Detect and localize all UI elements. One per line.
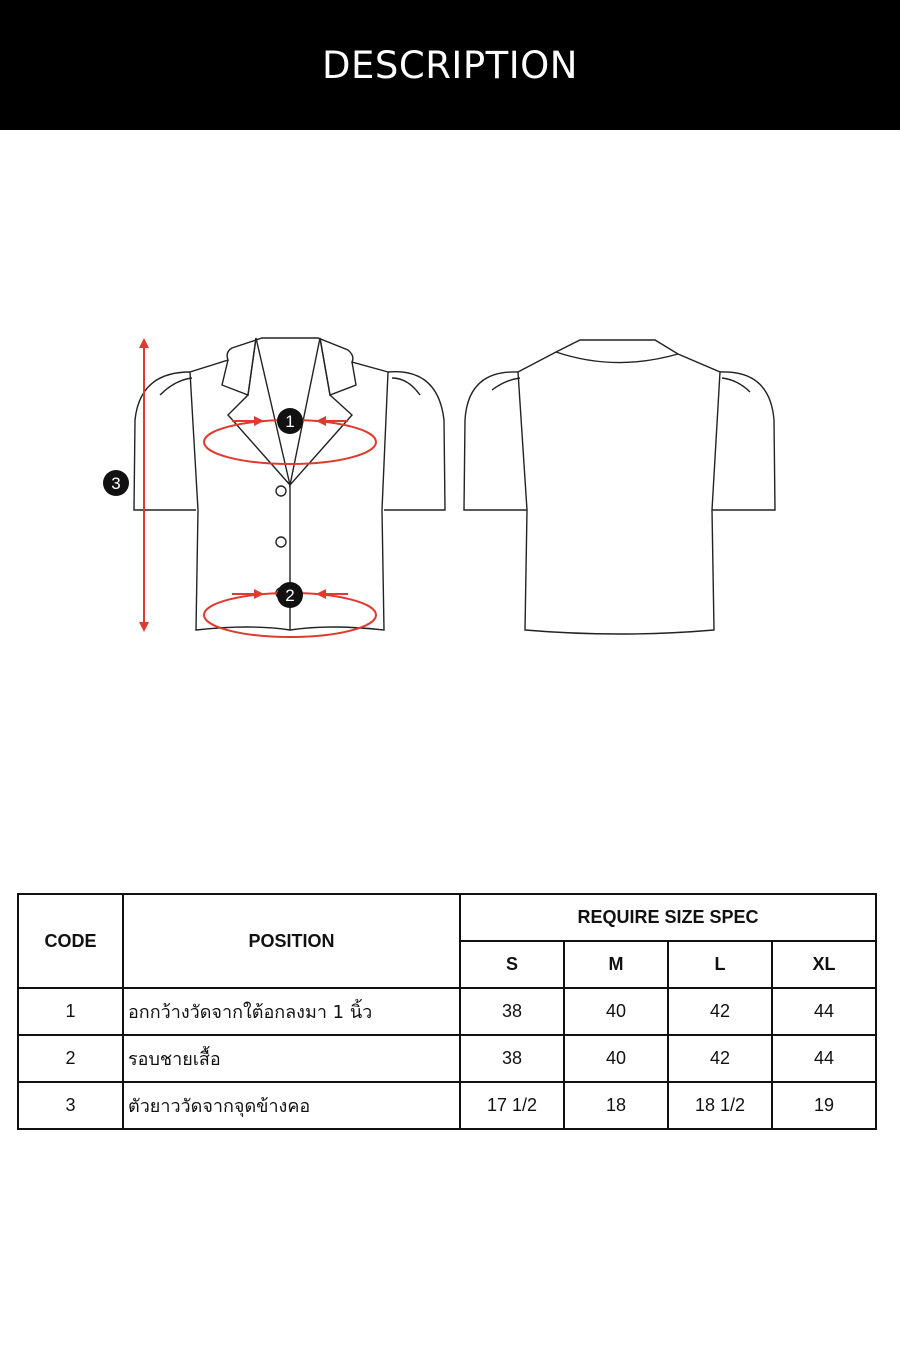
front-left-sleeve-pleat bbox=[160, 378, 192, 395]
row-value-l: 42 bbox=[668, 1035, 772, 1082]
front-right-sleeve bbox=[384, 372, 445, 510]
svg-text:2: 2 bbox=[285, 586, 295, 605]
row-value-s: 17 1/2 bbox=[460, 1082, 564, 1129]
header-size-s: S bbox=[460, 941, 564, 988]
header-size-l: L bbox=[668, 941, 772, 988]
button bbox=[276, 537, 286, 547]
row-code: 2 bbox=[18, 1035, 123, 1082]
back-right-sleeve bbox=[712, 372, 775, 510]
table-row bbox=[18, 1082, 876, 1129]
row-value-xl: 19 bbox=[772, 1082, 876, 1129]
back-left-sleeve-pleat bbox=[492, 378, 520, 390]
row-value-s: 38 bbox=[460, 1035, 564, 1082]
table-row bbox=[18, 988, 876, 1035]
row-value-xl: 44 bbox=[772, 1035, 876, 1082]
row-position: อกกว้างวัดจากใต้อกลงมา 1 นิ้ว bbox=[123, 988, 460, 1035]
row-value-l: 18 1/2 bbox=[668, 1082, 772, 1129]
marker-badge-2 bbox=[277, 582, 303, 608]
header-size-m: M bbox=[564, 941, 668, 988]
back-view bbox=[464, 340, 775, 634]
back-left-sleeve bbox=[464, 372, 527, 510]
measurement-marks bbox=[144, 340, 376, 637]
page-title: DESCRIPTION bbox=[322, 43, 578, 87]
row-position: รอบชายเสื้อ bbox=[123, 1035, 460, 1082]
row-position: ตัวยาววัดจากจุดข้างคอ bbox=[123, 1082, 460, 1129]
front-right-sleeve-pleat bbox=[392, 378, 420, 395]
header-size-xl: XL bbox=[772, 941, 876, 988]
back-collar bbox=[556, 352, 678, 363]
row-value-xl: 44 bbox=[772, 988, 876, 1035]
row-value-m: 40 bbox=[564, 988, 668, 1035]
row-code: 1 bbox=[18, 988, 123, 1035]
header-bar bbox=[0, 0, 900, 130]
svg-text:3: 3 bbox=[111, 474, 121, 493]
header-require-size-spec: REQUIRE SIZE SPEC bbox=[460, 894, 876, 941]
button bbox=[276, 486, 286, 496]
svg-text:1: 1 bbox=[285, 412, 295, 431]
back-right-sleeve-pleat bbox=[722, 378, 750, 392]
garment-diagram bbox=[0, 300, 900, 660]
header-code: CODE bbox=[18, 894, 123, 988]
table-header-row bbox=[18, 894, 876, 941]
row-value-m: 18 bbox=[564, 1082, 668, 1129]
front-collar bbox=[222, 338, 356, 395]
row-value-s: 38 bbox=[460, 988, 564, 1035]
header-position: POSITION bbox=[123, 894, 460, 988]
table-row bbox=[18, 1035, 876, 1082]
size-spec-table bbox=[17, 893, 877, 1130]
row-value-l: 42 bbox=[668, 988, 772, 1035]
row-code: 3 bbox=[18, 1082, 123, 1129]
row-value-m: 40 bbox=[564, 1035, 668, 1082]
back-body-outline bbox=[518, 340, 720, 634]
marker-badge-1 bbox=[277, 408, 303, 434]
marker-badge-3 bbox=[103, 470, 129, 496]
